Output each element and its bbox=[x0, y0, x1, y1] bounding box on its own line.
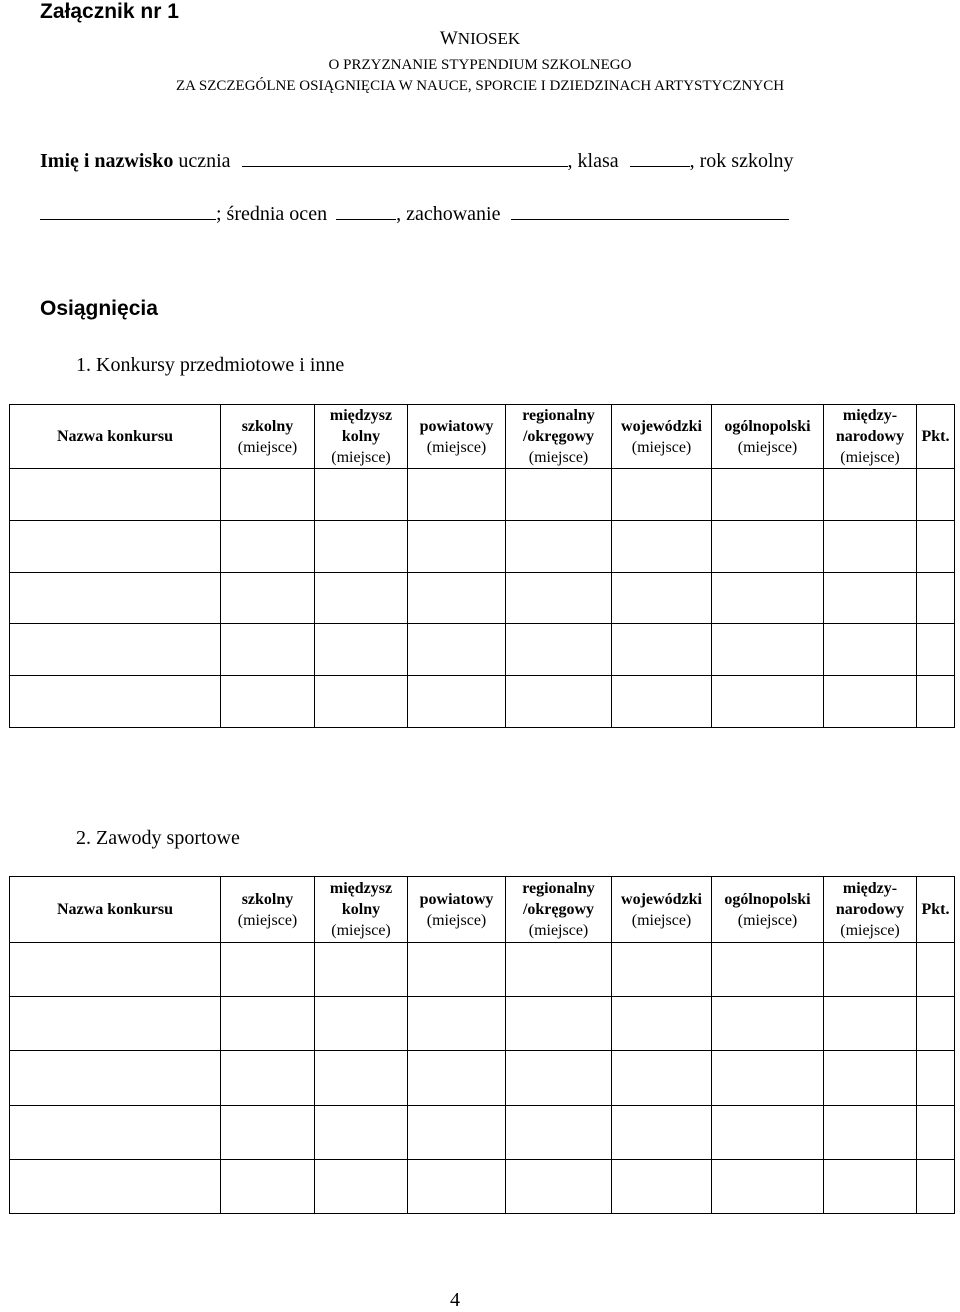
table-row[interactable] bbox=[10, 521, 955, 573]
form-title-initial: W bbox=[439, 28, 458, 49]
table-row[interactable] bbox=[10, 469, 955, 521]
col-points: Pkt. bbox=[917, 877, 955, 943]
col-international: między- narodowy (miejsce) bbox=[824, 877, 917, 943]
form-title bbox=[0, 28, 960, 50]
student-info-line-2 bbox=[40, 203, 789, 226]
form-subtitle-2: ZA SZCZEGÓLNE OSIĄGNIĘCIA W NAUCE, SPORCIE I DZIEDZINACH ARTYSTYCZNYCH bbox=[175, 78, 785, 94]
year-label: , rok szkolny bbox=[689, 150, 794, 172]
col-interschool: międzysz kolny (miejsce) bbox=[315, 405, 408, 469]
table-header-row bbox=[10, 877, 955, 943]
name-field[interactable] bbox=[242, 150, 568, 167]
table-row[interactable] bbox=[10, 997, 955, 1051]
table-row[interactable] bbox=[10, 943, 955, 997]
table-row[interactable] bbox=[10, 624, 955, 676]
student-info-line-1 bbox=[40, 150, 794, 173]
school-year-field[interactable] bbox=[40, 203, 216, 220]
col-voivodeship: wojewódzki (miejsce) bbox=[612, 405, 712, 469]
class-field[interactable] bbox=[630, 150, 690, 167]
col-interschool: międzysz kolny (miejsce) bbox=[315, 877, 408, 943]
average-field[interactable] bbox=[336, 203, 396, 220]
table-header-row bbox=[10, 405, 955, 469]
form-subtitle: O PRZYZNANIE STYPENDIUM SZKOLNEGO bbox=[328, 57, 632, 73]
class-label: , klasa bbox=[567, 150, 619, 172]
section-1-heading: 1. Konkursy przedmiotowe i inne bbox=[76, 354, 345, 376]
col-national: ogólnopolski (miejsce) bbox=[712, 405, 824, 469]
contests-table bbox=[9, 404, 955, 728]
table-row[interactable] bbox=[10, 1160, 955, 1214]
table-row[interactable] bbox=[10, 1051, 955, 1106]
name-label: ucznia bbox=[173, 150, 231, 172]
attachment-label: Załącznik nr 1 bbox=[40, 0, 179, 23]
col-points: Pkt. bbox=[917, 405, 955, 469]
section-2-heading: 2. Zawody sportowe bbox=[76, 827, 240, 849]
name-label-bold: Imię i nazwisko bbox=[40, 150, 174, 172]
col-district: powiatowy (miejsce) bbox=[408, 877, 506, 943]
table-row[interactable] bbox=[10, 676, 955, 728]
achievements-heading: Osiągnięcia bbox=[40, 297, 158, 320]
behavior-field[interactable] bbox=[511, 203, 789, 220]
col-school: szkolny (miejsce) bbox=[221, 405, 315, 469]
col-international: między- narodowy (miejsce) bbox=[824, 405, 917, 469]
table-row[interactable] bbox=[10, 1106, 955, 1160]
page-number: 4 bbox=[450, 1289, 460, 1311]
form-title-rest: NIOSEK bbox=[457, 29, 521, 48]
col-school: szkolny (miejsce) bbox=[221, 877, 315, 943]
sports-table bbox=[9, 876, 955, 1214]
col-regional: regionalny /okręgowy (miejsce) bbox=[506, 877, 612, 943]
col-national: ogólnopolski (miejsce) bbox=[712, 877, 824, 943]
table-row[interactable] bbox=[10, 573, 955, 624]
col-voivodeship: wojewódzki (miejsce) bbox=[612, 877, 712, 943]
col-district: powiatowy (miejsce) bbox=[408, 405, 506, 469]
col-regional: regionalny /okręgowy (miejsce) bbox=[506, 405, 612, 469]
col-contest-name: Nazwa konkursu bbox=[10, 405, 221, 469]
col-contest-name: Nazwa konkursu bbox=[10, 877, 221, 943]
behavior-label: , zachowanie bbox=[396, 203, 501, 225]
average-label: ; średnia ocen bbox=[216, 203, 328, 225]
